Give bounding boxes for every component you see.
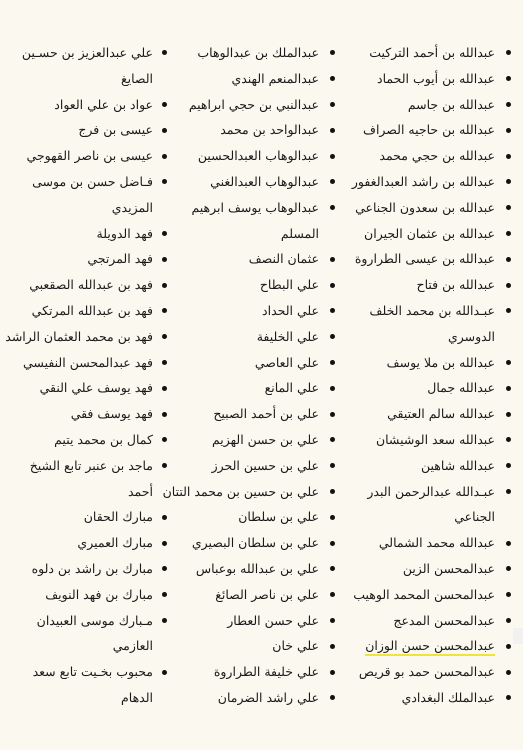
name-entry: [341, 221, 511, 247]
name-entry: [7, 556, 167, 582]
name-entry: [167, 427, 335, 453]
bullet-icon: [506, 592, 511, 597]
name-entry: [167, 66, 335, 92]
name-text: عبدالوهاب يوسف ابرهيم: [191, 199, 319, 215]
bullet-icon: [330, 541, 335, 546]
name-text: علي خليفة الطراروة: [213, 664, 319, 680]
name-text: الدوسري: [447, 328, 495, 344]
bullet-icon: [162, 283, 167, 288]
name-entry: [341, 375, 511, 401]
name-entry: [341, 169, 511, 195]
name-entry: [7, 117, 167, 143]
name-entry: [167, 143, 335, 169]
name-entry: [7, 530, 167, 556]
bullet-icon: [506, 541, 511, 546]
name-entry-continuation: [7, 633, 167, 659]
name-text: مبارك العميري: [77, 535, 153, 551]
name-text: علي بن ناصر الصائغ: [215, 586, 319, 602]
bullet-icon: [330, 154, 335, 159]
name-entry: [167, 504, 335, 530]
name-entry: [167, 92, 335, 118]
bullet-icon: [330, 257, 335, 262]
name-text: عبدالملك البغدادي: [401, 689, 495, 705]
name-entry: [167, 246, 335, 272]
name-entry: [7, 298, 167, 324]
name-text: عبدالله بن سعدون الجناعي: [355, 199, 495, 215]
name-entry: [167, 375, 335, 401]
bullet-icon: [162, 231, 167, 236]
name-entry: [167, 401, 335, 427]
name-text: مـبارك موسى العبيدان: [36, 612, 153, 628]
name-entry: [7, 324, 167, 350]
name-text: عبدالله جمال: [427, 380, 495, 396]
name-text: عبدالله سعد الوشيشان: [375, 431, 495, 447]
name-entry: [167, 324, 335, 350]
bullet-icon: [330, 308, 335, 313]
name-text: عبدالله بن عثمان الجيران: [364, 225, 495, 241]
name-text: علي العاصي: [254, 354, 319, 370]
bullet-icon: [330, 515, 335, 520]
name-text: علي خان: [272, 638, 319, 654]
highlighted-name-text: عبدالمحسن حسن الوزان: [365, 638, 495, 656]
bullet-icon: [506, 618, 511, 623]
name-text: فـاضل حسن بن موسى: [32, 173, 153, 189]
bullet-icon: [162, 437, 167, 442]
bullet-icon: [162, 50, 167, 55]
bullet-icon: [506, 154, 511, 159]
name-entry: [167, 169, 335, 195]
name-entry-continuation: [341, 324, 511, 350]
name-entry: [341, 195, 511, 221]
name-text: عبدالله بن حجي محمد: [379, 148, 495, 164]
name-entry: [341, 401, 511, 427]
name-entry: [341, 633, 511, 659]
name-text: علي بن سلطان البصيري: [191, 535, 319, 551]
name-text: المسلم: [280, 225, 319, 241]
name-text: عبدالله بن فتاح: [416, 277, 495, 293]
name-text: المزيدي: [111, 199, 153, 215]
name-entry: [341, 582, 511, 608]
bullet-icon: [330, 128, 335, 133]
bullet-icon: [506, 257, 511, 262]
bullet-icon: [162, 154, 167, 159]
name-text: عبدالله بن ملا يوسف: [386, 354, 495, 370]
bullet-icon: [506, 566, 511, 571]
name-text: فهد المرتجي: [87, 251, 153, 267]
bullet-icon: [162, 360, 167, 365]
bullet-icon: [506, 205, 511, 210]
bullet-icon: [162, 592, 167, 597]
name-text: عيسى بن ناصر القهوجي: [26, 148, 153, 164]
bullet-icon: [330, 50, 335, 55]
name-text: عبدالوهاب العبدالحسين: [197, 148, 319, 164]
name-text: علي بن عبدالله بوعباس: [195, 560, 319, 576]
bullet-icon: [330, 670, 335, 675]
name-text: عبدالله بن أحمد التركيت: [369, 45, 495, 60]
bullet-icon: [506, 308, 511, 313]
name-text: عبدالمنعم الهندي: [231, 70, 319, 86]
name-entry: [341, 556, 511, 582]
name-text: عبدالوهاب العبدالغني: [210, 173, 319, 189]
name-text: علي بن سلطان: [238, 509, 319, 525]
bullet-icon: [506, 128, 511, 133]
bullet-icon: [162, 515, 167, 520]
bullet-icon: [162, 541, 167, 546]
name-entry: [167, 195, 335, 221]
bullet-icon: [330, 334, 335, 339]
bullet-icon: [330, 283, 335, 288]
name-entry: [7, 582, 167, 608]
bullet-icon: [162, 334, 167, 339]
bullet-icon: [330, 592, 335, 597]
name-entry: [341, 427, 511, 453]
name-text: علي بن حسين الحرز: [211, 457, 319, 473]
bullet-icon: [330, 179, 335, 184]
bullet-icon: [162, 102, 167, 107]
name-text: عبدالله بن أيوب الحماد: [377, 70, 495, 86]
name-text: علي الحداد: [262, 302, 319, 318]
name-entry: [167, 117, 335, 143]
bullet-icon: [330, 463, 335, 468]
name-entry: [341, 143, 511, 169]
name-entry: [7, 143, 167, 169]
name-entry: [167, 556, 335, 582]
bullet-icon: [330, 618, 335, 623]
name-entry-continuation: [7, 479, 167, 505]
bullet-icon: [330, 205, 335, 210]
name-text: عبدالله بن جاسم: [407, 96, 495, 112]
bullet-icon: [162, 670, 167, 675]
name-entry: [167, 659, 335, 685]
bullet-icon: [162, 128, 167, 133]
name-entry: [341, 659, 511, 685]
bullet-icon: [506, 102, 511, 107]
name-entry-continuation: [7, 66, 167, 92]
name-text: علي المانع: [264, 380, 319, 396]
name-entry: [341, 453, 511, 479]
name-entry: [7, 169, 167, 195]
bullet-icon: [330, 489, 335, 494]
name-entry: [7, 608, 167, 634]
name-text: عبدالملك بن عبدالوهاب: [197, 45, 319, 60]
name-entry: [341, 92, 511, 118]
name-entry-continuation: [341, 504, 511, 530]
name-text: عبـدالله بن محمد الخلف: [369, 302, 495, 318]
bullet-icon: [506, 670, 511, 675]
bullet-icon: [162, 463, 167, 468]
name-entry: [341, 40, 511, 66]
name-text: فهد يوسف علي النقي: [39, 380, 153, 396]
name-entry: [341, 685, 511, 711]
name-text: علي الخليفة: [256, 328, 319, 344]
bullet-icon: [162, 412, 167, 417]
name-entry: [167, 298, 335, 324]
name-text: فهد الدويلة: [96, 225, 153, 241]
bullet-icon: [506, 412, 511, 417]
name-text: عبدالمحسن المحمد الوهيب: [353, 586, 495, 602]
name-text: عيسى بن فرج: [78, 122, 153, 138]
name-entry: [167, 40, 335, 66]
name-entry-continuation: [167, 221, 335, 247]
name-text: فهد بن محمد العثمان الراشد: [5, 328, 153, 344]
name-text: عبدالمحسن المدعج: [393, 612, 495, 628]
bullet-icon: [330, 76, 335, 81]
name-text: عواد بن علي العواد: [54, 96, 153, 112]
name-text: عبدالنبي بن حجي ابراهيم: [188, 96, 319, 112]
bullet-icon: [162, 179, 167, 184]
name-entry: [167, 685, 335, 711]
name-text: عثمان النصف: [248, 251, 319, 267]
name-entry: [7, 427, 167, 453]
name-entry: [7, 272, 167, 298]
bullet-icon: [506, 644, 511, 649]
name-text: مبارك بن فهد النويف: [45, 586, 153, 602]
name-entry: [341, 66, 511, 92]
name-text: علي البطاح: [259, 277, 319, 293]
bullet-icon: [162, 566, 167, 571]
name-text: فهد يوسف فقي: [70, 406, 153, 422]
bullet-icon: [330, 360, 335, 365]
name-entry: [167, 453, 335, 479]
name-text: كمال بن محمد يتيم: [54, 431, 153, 447]
name-entry: [341, 479, 511, 505]
bullet-icon: [506, 695, 511, 700]
name-entry: [7, 221, 167, 247]
bullet-icon: [162, 308, 167, 313]
bullet-icon: [162, 386, 167, 391]
name-text: عبدالواحد بن محمد: [220, 122, 319, 138]
bullet-icon: [330, 437, 335, 442]
name-entry: [167, 608, 335, 634]
name-entry-continuation: [7, 195, 167, 221]
name-entry: [341, 246, 511, 272]
bullet-icon: [506, 50, 511, 55]
name-text: فهد بن عبدالله الصقعبي: [29, 277, 153, 293]
name-text: عبدالله بن عيسى الطراروة: [354, 251, 495, 267]
name-entry: [7, 350, 167, 376]
name-text: أحمد: [128, 483, 153, 499]
name-entry: [167, 582, 335, 608]
names-column-2: [162, 40, 335, 711]
page-edge-marker: [513, 628, 523, 644]
name-text: عبـدالله عبدالرحمن البدر: [367, 483, 495, 499]
name-text: عبدالمحسن الزين: [402, 560, 495, 576]
bullet-icon: [506, 437, 511, 442]
bullet-icon: [330, 566, 335, 571]
name-entry: [341, 272, 511, 298]
names-column-1: [341, 40, 511, 711]
name-text: مبارك الحقان: [83, 509, 153, 525]
name-text: علي عبدالعزيز بن حسـين: [21, 45, 153, 60]
bullet-icon: [506, 76, 511, 81]
name-entry: [341, 530, 511, 556]
name-text: عبدالمحسن حمد بو قريص: [358, 664, 495, 680]
name-entry: [7, 659, 167, 685]
name-entry: [7, 40, 167, 66]
name-text: علي بن حسن الهزيم: [211, 431, 319, 447]
name-text: ماجد بن عنبر تابع الشيخ: [29, 457, 153, 473]
bullet-icon: [330, 102, 335, 107]
name-entry: [7, 453, 167, 479]
name-text: الدهام: [121, 689, 153, 705]
name-entry: [162, 479, 335, 505]
name-entry: [7, 401, 167, 427]
name-entry: [167, 633, 335, 659]
name-entry: [341, 350, 511, 376]
name-text: عبدالله بن راشد العبدالغفور: [351, 173, 495, 189]
name-text: عبدالله محمد الشمالي: [378, 535, 495, 551]
name-text: علي بن حسين بن محمد التتان: [162, 483, 319, 499]
name-entry: [341, 298, 511, 324]
name-entry: [341, 117, 511, 143]
name-text: علي بن أحمد الصبيح: [213, 406, 319, 422]
name-entry: [7, 375, 167, 401]
name-text: محبوب بخـيت تابع سعد: [32, 664, 153, 680]
name-text: علي حسن العطار: [227, 612, 319, 628]
bullet-icon: [506, 360, 511, 365]
name-text: الصايغ: [120, 70, 153, 86]
bullet-icon: [330, 386, 335, 391]
bullet-icon: [506, 386, 511, 391]
bullet-icon: [506, 489, 511, 494]
names-column-3: [7, 40, 167, 711]
bullet-icon: [506, 283, 511, 288]
bullet-icon: [162, 257, 167, 262]
name-entry: [167, 350, 335, 376]
bullet-icon: [330, 644, 335, 649]
name-text: مبارك بن راشد بن دلوه: [31, 560, 153, 576]
name-text: عبدالله سالم العتيقي: [387, 406, 495, 422]
name-entry: [7, 504, 167, 530]
name-text: الجناعي: [454, 509, 495, 525]
name-entry: [167, 530, 335, 556]
bullet-icon: [506, 231, 511, 236]
name-text: علي راشد الضرمان: [217, 689, 319, 705]
name-entry: [7, 246, 167, 272]
bullet-icon: [330, 412, 335, 417]
name-entry-continuation: [7, 685, 167, 711]
name-text: عبدالله شاهين: [420, 457, 495, 473]
name-text: العازمي: [112, 638, 153, 654]
name-entry: [341, 608, 511, 634]
bullet-icon: [162, 618, 167, 623]
bullet-icon: [506, 463, 511, 468]
name-text: عبدالله بن حاجيه الصراف: [362, 122, 495, 138]
name-text: فهد بن عبدالله المرتكي: [31, 302, 153, 318]
name-entry: [167, 272, 335, 298]
bullet-icon: [506, 179, 511, 184]
bullet-icon: [330, 695, 335, 700]
name-entry: [7, 92, 167, 118]
name-text: فهد عبدالمحسن النفيسي: [23, 354, 153, 370]
